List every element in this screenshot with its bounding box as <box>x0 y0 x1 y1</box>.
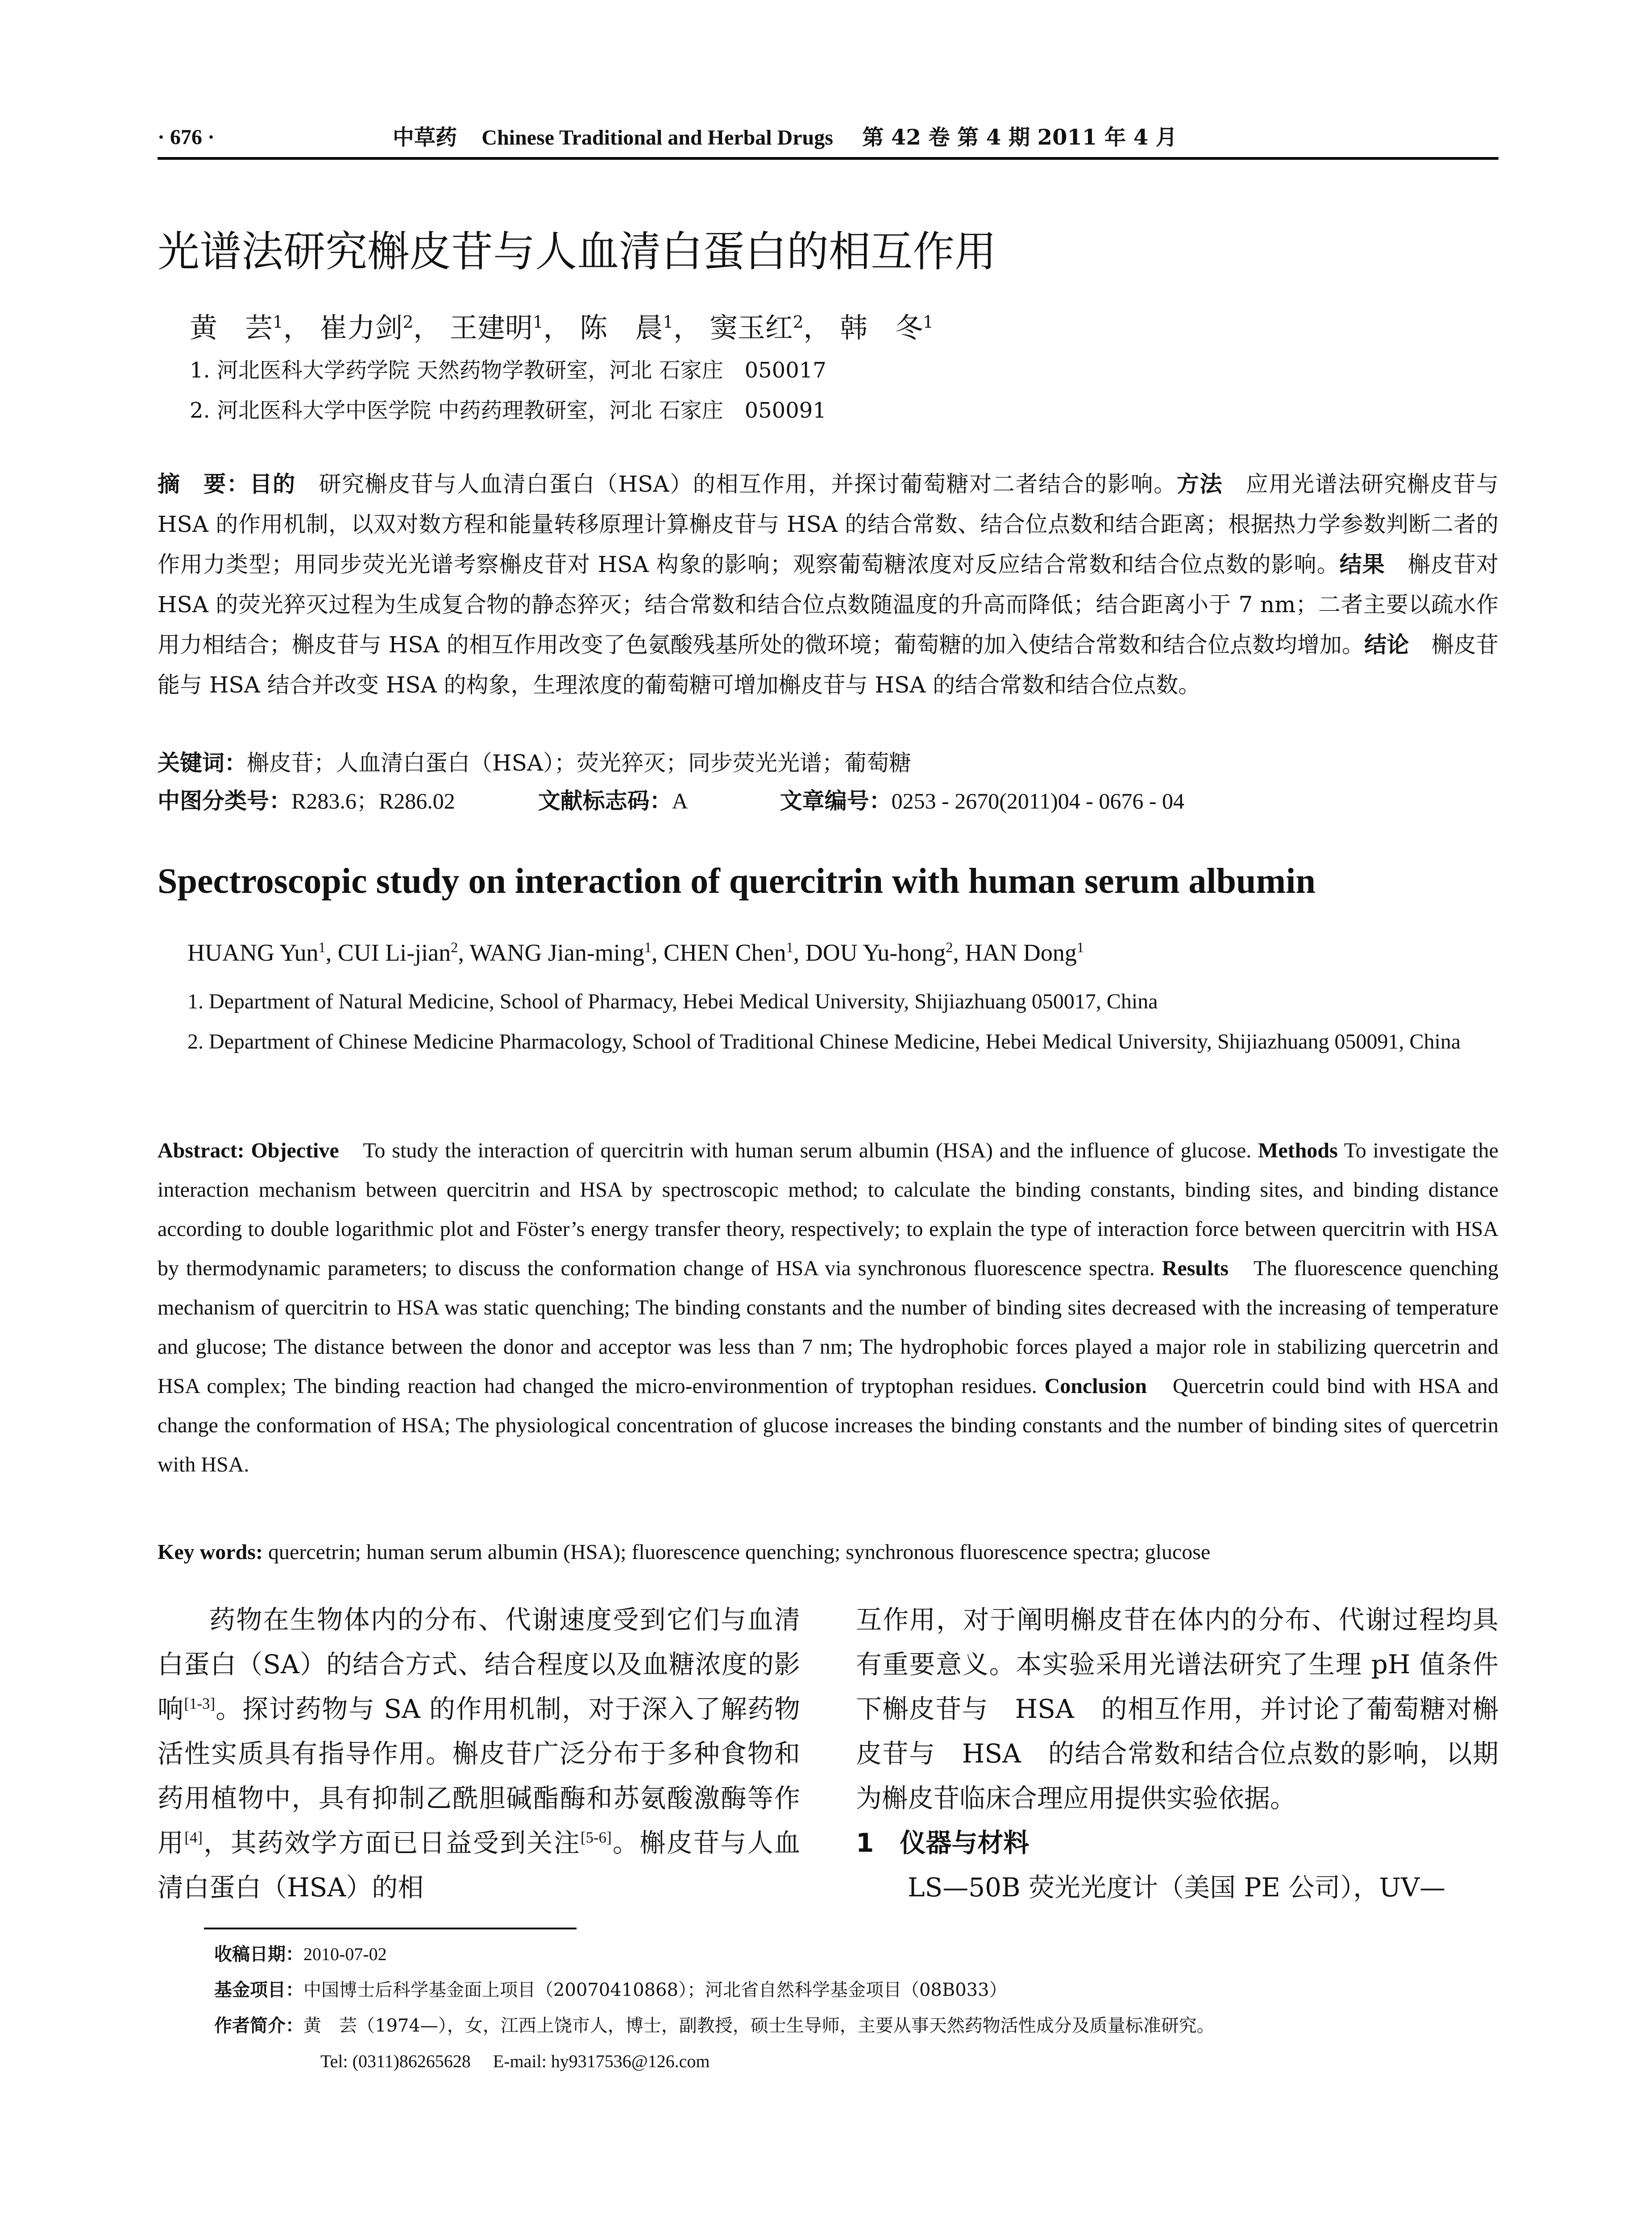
journal-name-cn: 中草药 <box>393 125 457 150</box>
classification-line: 中图分类号：R283.6；R286.02 文献标志码：A 文章编号：0253 - 2670(2011)04 - 0676 - 04 <box>158 788 1185 814</box>
body-right-column <box>856 1597 1498 1910</box>
body-paragraph: 互作用，对于阐明槲皮苷在体内的分布、代谢过程均具有重要意义。本实验采用光谱法研究了生理 pH 值条件下槲皮苷与 HSA 的相互作用，并讨论了葡萄糖对槲皮苷与 HSA 的结合常数和结合位点数的影响，以期为槲皮苷临床合理应用提供实验依据。 <box>856 1605 1498 1813</box>
body-paragraph: 药物在生物体内的分布、代谢速度受到它们与血清白蛋白（SA）的结合方式、结合程度以及血糖浓度的影响[1-3]。探讨药物与 SA 的作用机制，对于深入了解药物活性实质具有指导作用。槲皮苷广泛分布于多种食物和药用植物中，具有抑制乙酰胆碱酯酶和苏氨酸激酶等作用[4]，其药效学方面已日益受到关注[5-6]。槲皮苷与人血清白蛋白（HSA）的相 <box>158 1605 800 1903</box>
author-cn: 崔力剑$^2$， <box>320 311 441 344</box>
citation: [1-3] <box>184 1695 216 1713</box>
issue-info: 第 42 卷 第 4 期 2011 年 4 月 <box>862 125 1177 150</box>
author-cn: 窦玉红$^2$， <box>710 311 831 344</box>
keywords-en: Key words: quercetrin; human serum albumin (HSA); fluorescence quenching; synchronous fluorescence spectra; glucose <box>158 1540 1211 1564</box>
authors-cn <box>190 308 934 348</box>
abstract-cn-label: 摘 要： <box>158 471 250 497</box>
page-number: · 676 · <box>158 125 215 149</box>
affiliation-cn-2: 2. 河北医科大学中医学院 中药药理教研室，河北 石家庄 050091 <box>190 398 826 423</box>
affiliation-en-1: 1. Department of Natural Medicine, School of Pharmacy, Hebei Medical University, Shijiazhuang 050017, China <box>187 990 1158 1013</box>
running-header <box>393 120 1177 155</box>
title-cn: 光谱法研究槲皮苷与人血清白蛋白的相互作用 <box>158 228 997 276</box>
authors-en <box>187 933 1084 973</box>
abstract-en: Abstract: Objective To study the interaction of quercitrin with human serum albumin (HSA) and the influence of glucose. Methods To investigate the interaction mechanism between quercitrin and HSA by spectroscopic method; to calculate the binding constants, binding sites, and binding distance according to double logarithmic plot and Föster’s energy transfer theory, respectively; to explain the type of interaction force between quercitrin with HSA by thermodynamic parameters; to discuss the conformation change of HSA via synchronous fluorescence spectra. Results The fluorescence quenching mechanism of quercitrin to HSA was static quenching; The binding constants and the number of binding sites decreased with the increasing of temperature and glucose; The distance between the donor and acceptor was less than 7 nm; The hydrophobic forces played a major role in stabilizing quercetrin and HSA complex; The binding reaction had changed the micro-environmention of tryptophan residues. Conclusion Quercetrin could bind with HSA and change the conformation of HSA; The physiological concentration of glucose increases the binding constants and the number of binding sites of quercetrin with HSA. <box>158 1139 1498 1476</box>
footnote-rule <box>204 1928 577 1929</box>
author-en: DOU Yu-hong$^2$, <box>805 939 965 966</box>
affiliation-en-2: 2. Department of Chinese Medicine Pharmacology, School of Traditional Chinese Medicine, Hebei Medical University, Shijiazhuang 050091, China <box>187 1030 1461 1053</box>
title-en: Spectroscopic study on interaction of quercitrin with human serum albumin <box>158 862 1316 901</box>
author-cn: 韩 冬$^1$ <box>840 311 934 344</box>
author-cn: 陈 晨$^1$， <box>580 311 701 344</box>
affiliation-cn-1: 1. 河北医科大学药学院 天然药物学教研室，河北 石家庄 050017 <box>190 358 826 383</box>
author-en: HAN Dong$^1$ <box>965 939 1084 966</box>
journal-name-en: Chinese Traditional and Herbal Drugs <box>481 126 833 149</box>
footnote-received: 收稿日期：2010-07-02 <box>214 1944 387 1965</box>
keywords-cn: 关键词：槲皮苷；人血清白蛋白（HSA）；荧光猝灭；同步荧光光谱；葡萄糖 <box>158 750 911 776</box>
author-en: HUANG Yun$^1$, <box>187 939 338 966</box>
footnote-contact: Tel: (0311)86265628 E-mail: hy9317536@126.com <box>320 2051 710 2071</box>
author-en: CHEN Chen$^1$, <box>664 939 805 966</box>
citation: [5-6] <box>581 1829 612 1846</box>
author-en: CUI Li-jian$^2$, <box>337 939 470 966</box>
footnote-fund: 基金项目：中国博士后科学基金面上项目（20070410868）；河北省自然科学基金项目（08B033） <box>214 1980 1007 2000</box>
abstract-cn: 摘 要：目的 研究槲皮苷与人血清白蛋白（HSA）的相互作用，并探讨葡萄糖对二者结合的影响。方法 应用光谱法研究槲皮苷与 HSA 的作用机制，以双对数方程和能量转移原理计算槲皮苷与 HSA 的结合常数、结合位点数和结合距离；根据热力学参数判断二者的作用力类型；用同步荧光光谱考察槲皮苷对 HSA 构象的影响；观察葡萄糖浓度对反应结合常数和结合位点数的影响。结果 槲皮苷对 HSA 的荧光猝灭过程为生成复合物的静态猝灭；结合常数和结合位点数随温度的升高而降低；结合距离小于 7 nm；二者主要以疏水作用力相结合；槲皮苷与 HSA 的相互作用改变了色氨酸残基所处的微环境；葡萄糖的加入使结合常数和结合位点数均增加。结论 槲皮苷能与 HSA 结合并改变 HSA 的构象，生理浓度的葡萄糖可增加槲皮苷与 HSA 的结合常数和结合位点数。 <box>158 471 1499 698</box>
abstract-en-label: Abstract: Objective <box>158 1139 339 1162</box>
author-cn: 黄 芸$^1$， <box>190 311 311 344</box>
author-en: WANG Jian-ming$^1$, <box>469 939 664 966</box>
body-paragraph: LS—50B 荧光光度计（美国 PE 公司），UV— <box>908 1872 1446 1903</box>
author-cn: 王建明$^1$， <box>449 311 571 344</box>
footnote-bio: 作者简介：黄 芸（1974—），女，江西上饶市人，博士，副教授，硕士生导师，主要从事天然药物活性成分及质量标准研究。 <box>214 2015 1215 2036</box>
header-rule <box>158 157 1498 160</box>
body-left-column <box>158 1597 800 1910</box>
section-heading: 1 仪器与材料 <box>856 1828 1029 1858</box>
citation: [4] <box>184 1829 203 1846</box>
